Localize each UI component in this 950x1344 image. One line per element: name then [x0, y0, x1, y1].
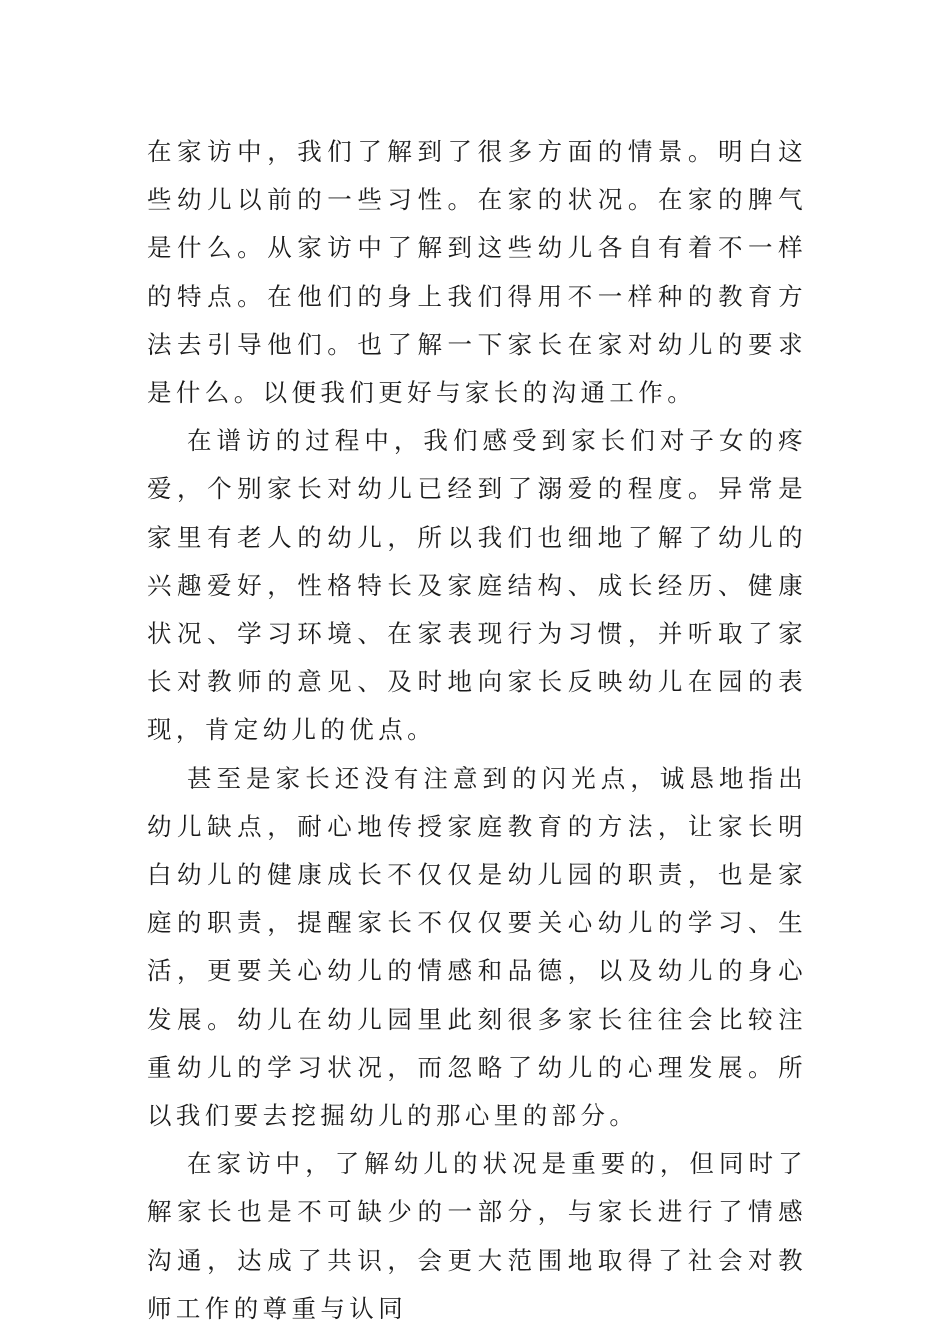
- paragraph-4: 在家访中，了解幼儿的状况是重要的，但同时了解家长也是不可缺少的一部分，与家长进行了情感沟通，达成了共识，会更大范围地取得了社会对教师工作的尊重与认同: [147, 1149, 807, 1323]
- paragraph-1: 在家访中，我们了解到了很多方面的情景。明白这些幼儿以前的一些习性。在家的状况。在家的脾气是什么。从家访中了解到这些幼儿各自有着不一样的特点。在他们的身上我们得用不一样种的教育方法去引导他们。也了解一下家长在家对幼儿的要求是什么。以便我们更好与家长的沟通工作。: [147, 137, 807, 408]
- paragraph-2: 在谱访的过程中，我们感受到家长们对子女的疼爱，个别家长对幼儿已经到了溺爱的程度。异常是家里有老人的幼儿，所以我们也细地了解了幼儿的兴趣爱好，性格特长及家庭结构、成长经历、健康状况、学习环境、在家表现行为习惯，并听取了家长对教师的意见、及时地向家长反映幼儿在园的表现，肯定幼儿的优点。: [147, 426, 807, 745]
- document-body: [147, 128, 807, 1333]
- paragraph-3: 甚至是家长还没有注意到的闪光点，诚恳地指出幼儿缺点，耐心地传授家庭教育的方法，让家长明白幼儿的健康成长不仅仅是幼儿园的职责，也是家庭的职责，提醒家长不仅仅要关心幼儿的学习、生活，更要关心幼儿的情感和品德，以及幼儿的身心发展。幼儿在幼儿园里此刻很多家长往往会比较注重幼儿的学习状况，而忽略了幼儿的心理发展。所以我们要去挖掘幼儿的那心里的部分。: [147, 763, 807, 1131]
